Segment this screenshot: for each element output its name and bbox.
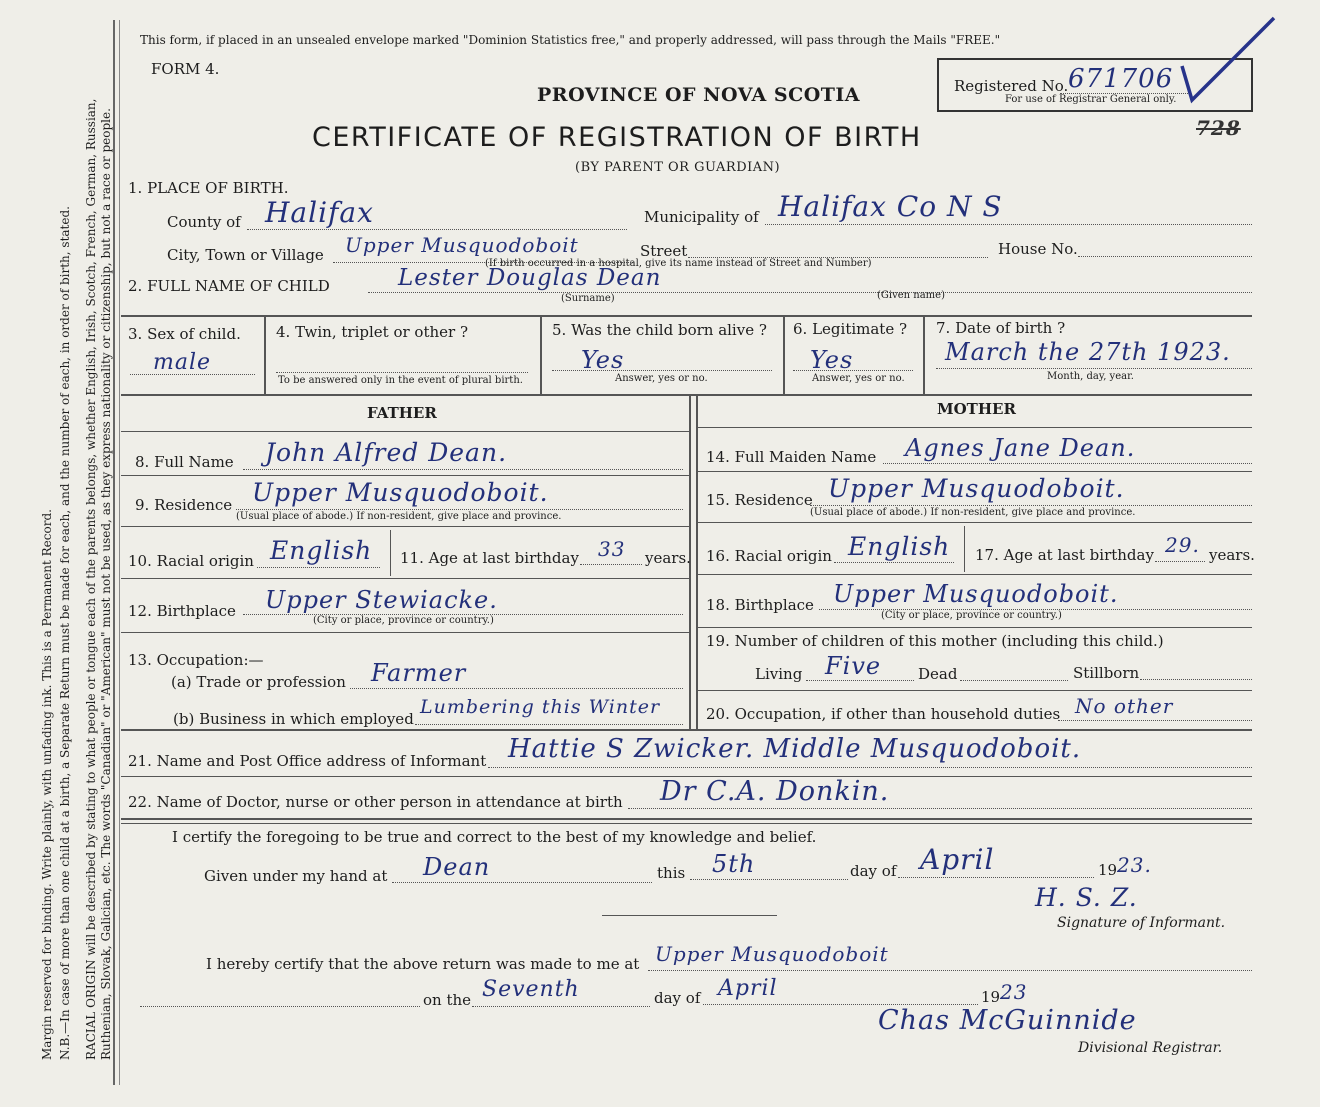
father-residence-label: 9. Residence [135,496,233,514]
living-line [806,680,914,681]
twin-label: 4. Twin, triplet or other ? [276,323,468,341]
father-birthplace-label: 12. Birthplace [128,602,236,620]
twin-line [276,372,528,373]
row3-top-rule [121,315,1252,317]
given-day-of-label: day of [850,862,897,880]
municipality-line [765,224,1252,225]
father-rule-5 [121,632,689,633]
living-value: Five [825,652,882,680]
registrar-place-value: Upper Musquodoboit [655,942,889,966]
given-name-note: (Given name) [877,290,945,301]
certificate-title: CERTIFICATE OF REGISTRATION OF BIRTH [312,122,922,153]
municipality-label: Municipality of [644,208,759,226]
legitimate-label: 6. Legitimate ? [793,320,908,338]
mother-birthplace-note: (City or place, province or country.) [881,610,1062,621]
margin-note-nationality: Ruthenian, Slovak, Galician, etc. The words "Canadian" or "American" must not be used, as they express nationality or citizenship, but not a race or people. [99,108,113,1060]
father-rule-3 [121,526,689,527]
street-label: Street [640,242,688,260]
mother-age-value: 29. [1165,533,1200,557]
mother-race-label: 16. Racial origin [706,547,832,565]
informant-initials: H. S. Z. [1035,883,1138,912]
mother-age-line [1155,561,1205,562]
mother-birthplace-value: Upper Musquodoboit. [833,580,1119,608]
registrar-signature: Chas McGuinnide [878,1005,1137,1036]
stillborn-label: Stillborn [1073,664,1140,682]
father-race-value: English [270,536,373,565]
born-alive-label: 5. Was the child born alive ? [552,321,767,339]
margin-note-racial-origin: RACIAL ORIGIN will be described by stating to what people or tongue each of the parents belongs, whether English, Irish, Scotch, French, German, Russian, [84,98,98,1060]
registered-number-label: Registered No. [954,77,1069,95]
registrar-signature-label: Divisional Registrar. [1078,1040,1223,1056]
municipality-value: Halifax Co N S [778,190,1003,223]
mother-rule-6 [696,690,1252,691]
mother-race-line [834,562,954,563]
father-business-label: (b) Business in which employed [173,710,414,728]
father-age-value: 33 [598,537,626,561]
living-label: Living [755,665,803,683]
street-note: (If birth occurred in a hospital, give its name instead of Street and Number) [485,258,872,269]
child-name-label: 2. FULL NAME OF CHILD [128,277,330,295]
father-trade-label: (a) Trade or profession [171,673,346,691]
margin-rule-inner [119,20,120,1085]
row3-divider-4 [923,315,925,394]
date-of-birth-value: March the 27th 1923. [945,338,1231,366]
given-day-line [690,879,848,880]
registrar-year-prefix: 19 [981,988,1001,1006]
father-age-line [580,564,642,565]
father-business-line [415,724,683,725]
row3-divider-1 [264,315,266,394]
surname-note: (Surname) [561,293,615,304]
certify-text: I certify the foregoing to be true and correct to the best of my knowledge and belief. [172,828,817,846]
born-alive-value: Yes [581,346,625,374]
county-value: Halifax [265,196,374,229]
province-heading: PROVINCE OF NOVA SCOTIA [537,84,861,106]
margin-rule [113,20,115,1085]
county-line [247,229,627,230]
mother-children-label: 19. Number of children of this mother (including this child.) [706,632,1164,650]
informant-value: Hattie S Zwicker. Middle Musquodoboit. [508,734,1082,764]
registrar-day-line [472,1006,650,1007]
registrar-day-value: Seventh [482,977,580,1002]
registrar-lead-line [140,1006,420,1007]
legitimate-value: Yes [810,346,854,374]
given-month-value: April [920,843,995,876]
father-age-label: 11. Age at last birthday [400,549,579,567]
mother-age-years: years. [1209,546,1255,564]
certificate-subtitle: (BY PARENT OR GUARDIAN) [575,160,781,175]
mother-occupation-value: No other [1075,694,1174,718]
father-trade-line [350,688,683,689]
given-month-line [898,877,1094,878]
parents-divider-right [696,394,698,729]
registrar-on-the-label: on the [423,991,472,1009]
registrar-day-of-label: day of [654,989,701,1007]
check-mark-icon [1178,14,1278,106]
mother-rule-4 [696,574,1252,575]
father-occupation-label: 13. Occupation:— [128,651,264,669]
stillborn-line [1140,679,1252,680]
mother-rule-2 [696,471,1252,472]
sex-label: 3. Sex of child. [128,325,241,343]
mother-residence-value: Upper Musquodoboit. [828,474,1125,503]
mother-rule-1 [696,427,1252,428]
mother-residence-line [810,505,1252,506]
mother-heading: MOTHER [937,400,1016,418]
given-under-hand-label: Given under my hand at [204,867,388,885]
doctor-line [628,808,1252,809]
mother-race-value: English [848,532,951,561]
mother-age-label: 17. Age at last birthday [975,546,1154,564]
twin-note: To be answered only in the event of plural birth. [278,375,523,386]
margin-note-plural-births: N.B.—In case of more than one child at a birth, a Separate Return must be made for each, and the number of each, in order of birth, stated. [58,206,72,1060]
given-year-value: 23. [1117,853,1152,877]
child-name-value: Lester Douglas Dean [398,265,662,291]
father-trade-value: Farmer [371,659,467,687]
county-label: County of [167,213,241,231]
informant-signature-label: Signature of Informant. [1057,915,1226,931]
given-day-value: 5th [712,850,756,878]
mother-residence-note: (Usual place of abode.) If non-resident, give place and province. [810,507,1136,518]
mother-race-divider [964,526,965,572]
born-alive-note: Answer, yes or no. [615,373,708,384]
father-rule-1 [121,431,689,432]
signature-rule [602,915,777,916]
father-residence-value: Upper Musquodoboit. [252,478,549,507]
child-name-line [368,292,1252,293]
registrar-year-value: 23 [1000,980,1028,1004]
father-heading: FATHER [367,404,437,422]
father-business-value: Lumbering this Winter [420,696,661,718]
given-this-label: this [657,864,686,882]
sex-value: male [153,350,212,375]
city-value: Upper Musquodoboit [345,233,579,257]
doctor-value: Dr C.A. Donkin. [660,776,890,807]
form-number: FORM 4. [151,60,220,78]
margin-note-binding: Margin reserved for binding. Write plainly, with unfading ink. This is a Permanent Record. [40,509,54,1060]
mother-residence-label: 15. Residence [706,491,813,509]
mother-name-label: 14. Full Maiden Name [706,448,877,466]
row3-bottom-rule [121,394,1252,396]
mother-occupation-line [1058,720,1252,721]
father-rule-2 [121,475,689,476]
date-of-birth-label: 7. Date of birth ? [936,319,1066,337]
father-birthplace-value: Upper Stewiacke. [265,586,498,614]
doctor-rule-bottom [121,823,1252,824]
city-label: City, Town or Village [167,246,324,264]
place-of-birth-heading: 1. PLACE OF BIRTH. [128,179,289,197]
father-race-divider [390,530,391,576]
mailing-notice: This form, if placed in an unsealed envelope marked "Dominion Statistics free," and properly addressed, will pass through the Mails "FREE." [140,33,1001,47]
registrar-general-note: For use of Registrar General only. [1005,94,1177,105]
father-name-label: 8. Full Name [135,453,234,471]
corner-number-mark: 728 [1196,116,1241,140]
registrar-certify-text: I hereby certify that the above return was made to me at [206,955,640,973]
father-name-value: John Alfred Dean. [265,438,508,467]
given-place-value: Dean [423,853,491,881]
row3-divider-3 [783,315,785,394]
doctor-rule-top [121,818,1252,820]
registrar-month-value: April [718,976,778,1001]
house-number-label: House No. [998,240,1078,258]
father-rule-4 [121,578,689,579]
father-race-label: 10. Racial origin [128,552,254,570]
registered-number-value: 671706 [1068,64,1174,94]
dead-line [960,680,1068,681]
father-race-line [257,567,380,568]
mother-birthplace-label: 18. Birthplace [706,596,814,614]
father-birthplace-note: (City or place, province or country.) [313,615,494,626]
mother-name-value: Agnes Jane Dean. [905,434,1136,462]
registrar-place-line [648,970,1252,971]
house-number-line [1078,256,1252,257]
mother-rule-5 [696,627,1252,628]
mother-occupation-label: 20. Occupation, if other than household duties [706,705,1061,723]
father-residence-line [236,509,683,510]
given-year-prefix: 19 [1098,861,1118,879]
dead-label: Dead [918,665,958,683]
given-place-line [392,882,652,883]
father-residence-note: (Usual place of abode.) If non-resident, give place and province. [236,511,562,522]
father-name-line [243,469,683,470]
doctor-label: 22. Name of Doctor, nurse or other person in attendance at birth [128,793,623,811]
informant-label: 21. Name and Post Office address of Informant [128,752,487,770]
parents-bottom-rule [121,729,1252,731]
legitimate-note: Answer, yes or no. [812,373,905,384]
mother-name-line [883,463,1252,464]
date-of-birth-note: Month, day, year. [1047,371,1134,382]
mother-rule-3 [696,522,1252,523]
date-of-birth-line [936,368,1252,369]
father-age-years: years. [645,549,691,567]
row3-divider-2 [540,315,542,394]
informant-line [488,767,1252,768]
